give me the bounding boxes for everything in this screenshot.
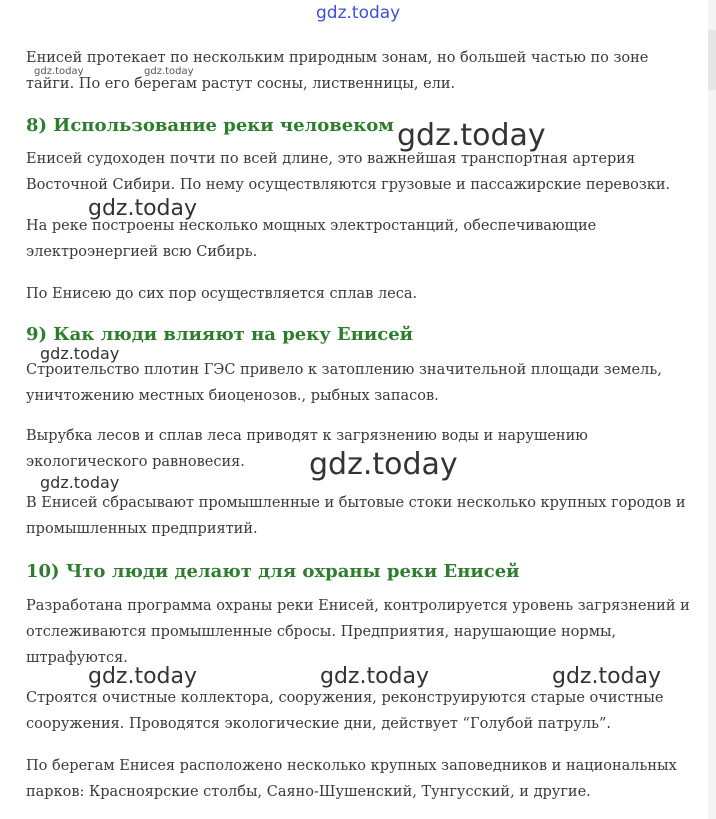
section-10-paragraph-1: Разработана программа охраны реки Енисей, контролируется уровень загрязнений и отслеживаются промышленные сбросы. Предприятия, нарушающие нормы, штрафуются. [26,598,690,666]
section-10-paragraph-3: По берегам Енисея расположено несколько крупных заповедников и национальных парков: Красноярские столбы, Саяно-Шушенский, Тунгусский, и другие. [26,758,677,800]
watermark: gdz.today [40,344,120,363]
watermark: gdz.today [88,664,198,689]
scrollbar-track[interactable] [708,0,716,819]
scrollbar-thumb[interactable] [708,30,716,90]
section-9-paragraph-3: В Енисей сбрасывают промышленные и бытовые стоки несколько крупных городов и промышленных предприятий. [26,495,686,537]
section-10-paragraph-2: Строятся очистные коллектора, сооружения, реконструируются старые очистные сооружения. Проводятся экологические дни, действует “Голубой патруль”. [26,690,664,732]
section-8-paragraph-1: Енисей судоходен почти по всей длине, это важнейшая транспортная артерия Восточной Сибири. По нему осуществляются грузовые и пассажирские перевозки. [26,151,671,193]
watermark: gdz.today [40,473,120,492]
section-9-title: 9) Как люди влияют на реку Енисей [26,324,414,345]
watermark: gdz.today [88,196,198,221]
section-9-paragraph-1: Строительство плотин ГЭС привело к затоплению значительной площади земель, уничтожению местных биоценозов., рыбных запасов. [26,362,662,404]
watermark: gdz.today [309,447,458,482]
watermark: gdz.today [144,66,194,77]
watermark: gdz.today [320,664,430,689]
intro-paragraph: Енисей протекает по нескольким природным зонам, но большей частью по зоне тайги. По его берегам растут сосны, лиственницы, ели. [26,50,649,92]
section-9-paragraph-2: Вырубка лесов и сплав леса приводят к загрязнению воды и нарушению экологического равновесия. [26,428,588,470]
watermark: gdz.today [397,118,546,153]
watermark: gdz.today [552,664,662,689]
section-8-paragraph-3: По Енисею до сих пор осуществляется сплав леса. [26,286,418,302]
section-10-title: 10) Что люди делают для охраны реки Енисей [26,561,520,582]
watermark: gdz.today [34,66,84,77]
section-8-paragraph-2: На реке построены несколько мощных электростанций, обеспечивающие электроэнергией всю Сибирь. [26,218,597,260]
watermark-top: gdz.today [316,3,401,23]
section-8-title: 8) Использование реки человеком [26,115,394,136]
